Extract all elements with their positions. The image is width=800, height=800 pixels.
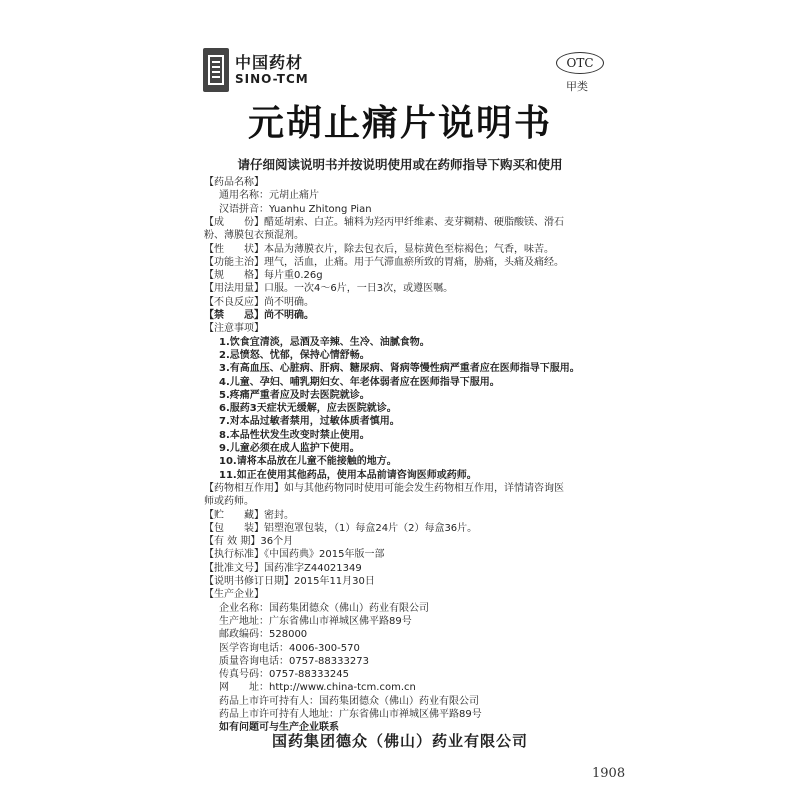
- text-line: 网 址：http://www.china-tcm.com.cn: [219, 682, 416, 694]
- print-code: 1908: [592, 766, 626, 781]
- list-item: 3.有高血压、心脏病、肝病、糖尿病、肾病等慢性病严重者应在医师指导下服用。: [219, 363, 580, 375]
- text-line: 【有 效 期】36个月: [204, 536, 294, 548]
- text-line: 如有问题可与生产企业联系: [219, 722, 339, 734]
- text-line: 【药物相互作用】如与其他药物同时使用可能会发生药物相互作用，详情请咨询医: [204, 482, 564, 494]
- text-line: 【说明书修订日期】2015年11月30日: [204, 576, 375, 587]
- text-line: 医学咨询电话：4006-300-570: [219, 642, 360, 654]
- otc-class: 甲类: [566, 80, 588, 93]
- document-subtitle: 请仔细阅读说明书并按说明使用或在药师指导下购买和使用: [237, 157, 563, 172]
- text-line: 【不良反应】尚不明确。: [204, 296, 314, 308]
- text-line: 药品上市许可持有人地址：广东省佛山市禅城区佛平路89号: [219, 709, 482, 720]
- text-line: 【禁 忌】尚不明确。: [204, 310, 314, 321]
- list-item: 11.如正在使用其他药品，使用本品前请咨询医师或药师。: [219, 469, 477, 481]
- text-line: 【用法用量】口服。一次4～6片，一日3次，或遵医嘱。: [204, 283, 454, 295]
- text-line: 【批准文号】国药准字Z44021349: [204, 562, 362, 574]
- otc-badge: OTC: [556, 52, 604, 74]
- list-item: 10.请将本品放在儿童不能接触的地方。: [219, 456, 397, 468]
- text-line: 药品上市许可持有人：国药集团德众（佛山）药业有限公司: [219, 695, 479, 707]
- list-item: 7.对本品过敏者禁用，过敏体质者慎用。: [219, 416, 400, 428]
- list-item: 8.本品性状发生改变时禁止使用。: [219, 429, 370, 441]
- text-line: 传真号码：0757-88333245: [219, 669, 349, 681]
- company-logo: [203, 46, 313, 98]
- footer-company-name: 国药集团德众（佛山）药业有限公司: [271, 732, 528, 750]
- section-heading: 【注意事项】: [204, 323, 264, 335]
- list-item: 4.儿童、孕妇、哺乳期妇女、年老体弱者应在医师指导下服用。: [219, 376, 500, 388]
- list-item: 5.疼痛严重者应及时去医院就诊。: [219, 389, 370, 401]
- list-item: 9.儿童必须在成人监护下使用。: [219, 443, 360, 454]
- list-item: 1.饮食宜清淡，忌酒及辛辣、生冷、油腻食物。: [219, 336, 430, 348]
- text-line: 企业名称：国药集团德众（佛山）药业有限公司: [219, 602, 429, 614]
- text-line: 师或药师。: [204, 496, 254, 508]
- text-line: 【执行标准】《中国药典》2015年版一部: [204, 549, 385, 561]
- text-line: 【规 格】每片重0.26g: [204, 270, 323, 282]
- list-item: 6.服药3天症状无缓解，应去医院就诊。: [219, 403, 397, 415]
- section-heading: 【药品名称】: [204, 177, 264, 188]
- document-title: 元胡止痛片说明书: [247, 103, 552, 144]
- text-line: 邮政编码：528000: [219, 629, 308, 641]
- text-line: 生产地址：广东省佛山市禅城区佛平路89号: [219, 615, 412, 627]
- text-line: 质量咨询电话：0757-88333273: [219, 655, 369, 667]
- text-line: 【功能主治】理气，活血，止痛。用于气滞血瘀所致的胃痛，胁痛，头痛及痛经。: [204, 256, 564, 268]
- text-line: 【性 状】本品为薄膜衣片，除去包衣后，显棕黄色至棕褐色；气香，味苦。: [204, 243, 554, 255]
- text-line: 【贮 藏】密封。: [204, 509, 294, 521]
- text-line: 【成 份】醋延胡索、白芷。辅料为羟丙甲纤维素、麦芽糊精、硬脂酸镁、滑石: [204, 216, 564, 228]
- text-line: 【包 装】铝塑泡罩包装，（1）每盒24片（2）每盒36片。: [204, 522, 478, 534]
- logo-text-en: SINO-TCM: [235, 72, 309, 86]
- section-heading: 【生产企业】: [204, 589, 264, 601]
- text-line: 汉语拼音：Yuanhu Zhitong Pian: [219, 203, 372, 215]
- logo-mark-icon: [203, 48, 229, 92]
- text-line: 通用名称：元胡止痛片: [219, 190, 319, 202]
- list-item: 2.忌愤怒、忧郁，保持心情舒畅。: [219, 349, 370, 361]
- logo-text-cn: 中国药材: [235, 53, 304, 72]
- text-line: 粉、薄膜包衣预混剂。: [204, 230, 304, 242]
